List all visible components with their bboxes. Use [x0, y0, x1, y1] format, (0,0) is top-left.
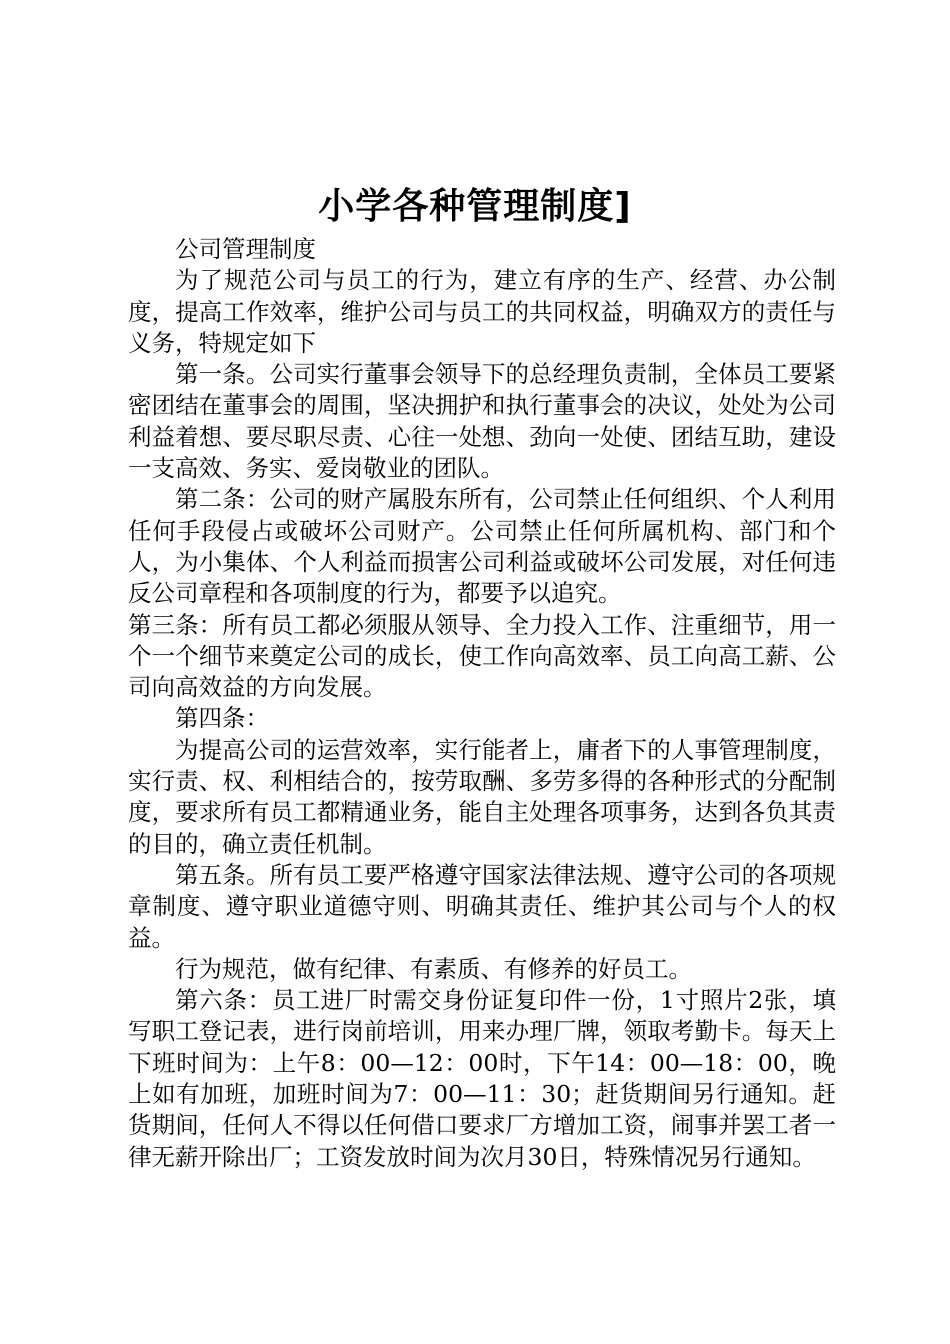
- paragraph-article-5: 第五条。所有员工要严格遵守国家法律法规、遵守公司的各项规章制度、遵守职业道德守则、明确其责任、维护其公司与个人的权益。: [128, 860, 836, 952]
- paragraph-article-2: 第二条：公司的财产属股东所有，公司禁止任何组织、个人利用任何手段侵占或破坏公司财产。公司禁止任何所属机构、部门和个人，为小集体、个人利益而损害公司利益或破坏公司发展，对任何违反公司章程和各项制度的行为，都要予以追究。: [128, 485, 836, 608]
- paragraph-article-4-heading: 第四条：: [175, 704, 269, 733]
- paragraph-article-1: 第一条。公司实行董事会领导下的总经理负责制，全体员工要紧密团结在董事会的周围，坚决拥护和执行董事会的决议，处处为公司利益着想、要尽职尽责、心往一处想、劲向一处使、团结互助，建设一支高效、务实、爱岗敬业的团队。: [128, 360, 836, 483]
- paragraph-heading: 公司管理制度: [175, 235, 316, 263]
- document-title: 小学各种管理制度]: [318, 186, 632, 227]
- paragraph-intro: 为了规范公司与员工的行为，建立有序的生产、经营、办公制度，提高工作效率，维护公司与员工的共同权益，明确双方的责任与义务，特规定如下: [128, 266, 836, 357]
- paragraph-article-3: 第三条：所有员工都必须服从领导、全力投入工作、注重细节，用一个一个细节来奠定公司的成长，使工作向高效率、员工向高工薪、公司向高效益的方向发展。: [128, 610, 836, 702]
- document-body: [128, 234, 836, 1173]
- paragraph-conduct: 行为规范，做有纪律、有素质、有修养的好员工。: [175, 954, 692, 983]
- paragraph-article-6: 第六条：员工进厂时需交身份证复印件一份，1寸照片2张，填写职工登记表，进行岗前培训，用来办理厂牌，领取考勤卡。每天上下班时间为：上午8：00—12：00时，下午14：00—18：00，晚上如有加班，加班时间为7：00—11：30；赶货期间另行通知。赶货期间，任何人不得以任何借口要求厂方增加工资，闹事并罢工者一律无薪开除出厂；工资发放时间为次月30日，特殊情况另行通知。: [128, 986, 836, 1171]
- paragraph-article-4: 为提高公司的运营效率，实行能者上，庸者下的人事管理制度，实行责、权、利相结合的，按劳取酬、多劳多得的各种形式的分配制度，要求所有员工都精通业务，能自主处理各项事务，达到各负其责的目的，确立责任机制。: [128, 735, 836, 858]
